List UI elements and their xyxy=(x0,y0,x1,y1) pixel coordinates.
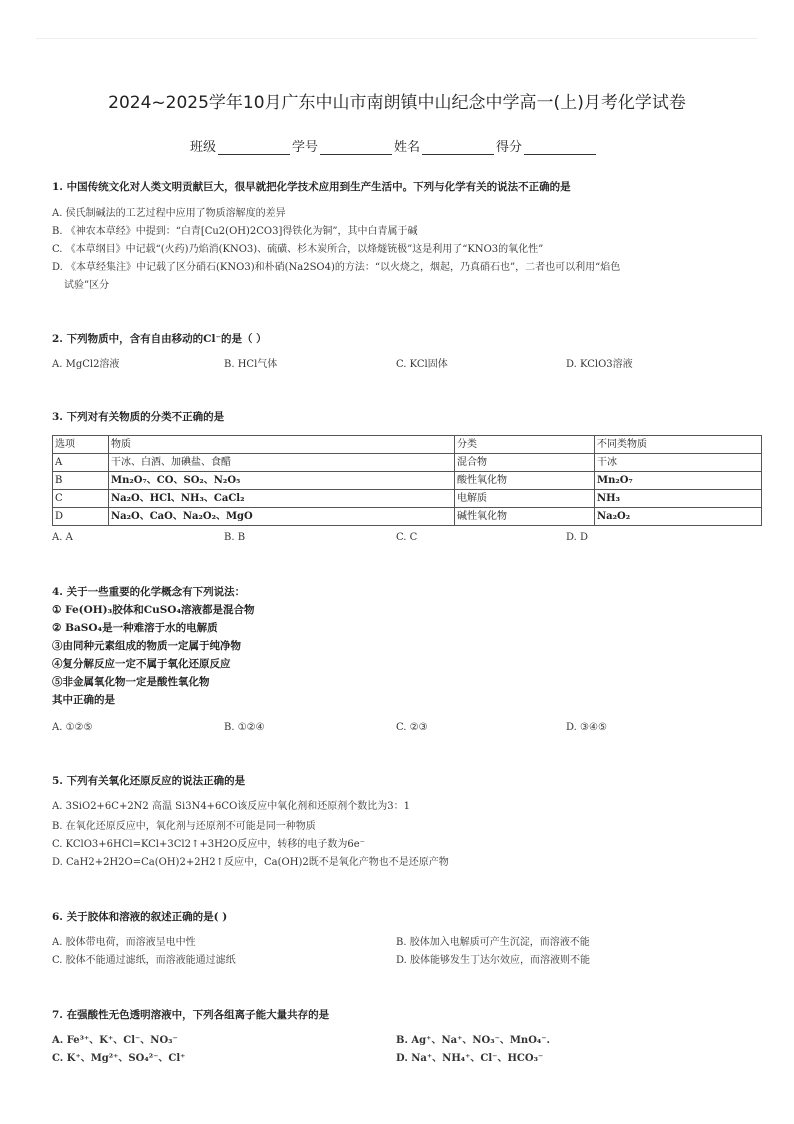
question-4-tail: 其中正确的是 xyxy=(52,694,115,706)
question-2-stem: 2. 下列物质中，含有自由移动的Cl⁻的是（ ） xyxy=(52,333,267,345)
question-5-stem: 5. 下列有关氧化还原反应的说法正确的是 xyxy=(52,775,246,787)
table-cell: 干冰 xyxy=(595,454,762,472)
question-5-option-b[interactable]: B. 在氧化还原反应中，氧化剂与还原剂不可能是同一种物质 xyxy=(52,821,316,832)
question-2-option-c[interactable]: C. KCl固体 xyxy=(396,359,448,370)
question-4-statement-4: ④复分解反应一定不属于氧化还原反应 xyxy=(52,658,231,670)
table-cell: Na₂O、CaO、Na₂O₂、MgO xyxy=(109,508,455,526)
question-1-option-c[interactable]: C. 《本草纲目》中记载“(火药)乃焰消(KNO3)、硫磺、杉木炭所合，以烽燧铳极”这是利用了“KNO3的氧化性” xyxy=(52,244,544,255)
table-cell: A xyxy=(53,454,109,472)
question-4-statement-2: ② BaSO₄是一种难溶于水的电解质 xyxy=(52,622,218,634)
classification-table xyxy=(52,435,762,526)
question-3-stem: 3. 下列对有关物质的分类不正确的是 xyxy=(52,411,225,423)
name-field[interactable] xyxy=(422,140,494,155)
score-label: 得分 xyxy=(496,140,523,155)
question-3-option-d[interactable]: D. D xyxy=(566,532,589,543)
question-6-stem: 6. 关于胶体和溶液的叙述正确的是( ) xyxy=(52,911,228,923)
score-field[interactable] xyxy=(524,140,596,155)
table-row xyxy=(53,508,762,526)
question-1-option-a[interactable]: A. 侯氏制碱法的工艺过程中应用了物质溶解度的差异 xyxy=(52,208,286,219)
question-6-option-c[interactable]: C. 胶体不能通过滤纸，而溶液能通过滤纸 xyxy=(52,955,236,966)
header-cell: 不同类物质 xyxy=(595,436,762,454)
question-2-option-a[interactable]: A. MgCl2溶液 xyxy=(52,359,120,370)
table-cell: Mn₂O₇ xyxy=(595,472,762,490)
question-3-option-a[interactable]: A. A xyxy=(52,532,73,543)
top-divider xyxy=(36,38,758,39)
table-row xyxy=(53,454,762,472)
table-cell: 酸性氧化物 xyxy=(455,472,595,490)
id-label: 学号 xyxy=(292,140,319,155)
table-cell: 电解质 xyxy=(455,490,595,508)
question-2-option-d[interactable]: D. KClO3溶液 xyxy=(566,359,633,370)
question-6-option-a[interactable]: A. 胶体带电荷，而溶液呈电中性 xyxy=(52,937,196,948)
question-7-option-d[interactable]: D. Na⁺、NH₄⁺、Cl⁻、HCO₃⁻ xyxy=(396,1053,544,1064)
question-7-stem: 7. 在强酸性无色透明溶液中，下列各组离子能大量共存的是 xyxy=(52,1009,330,1021)
question-4-option-a[interactable]: A. ①②⑤ xyxy=(52,722,93,733)
question-7-option-c[interactable]: C. K⁺、Mg²⁺、SO₄²⁻、Cl⁺ xyxy=(52,1053,186,1064)
question-1-option-d[interactable]: D. 《本草经集注》中记载了区分硝石(KNO3)和朴硝(Na2SO4)的方法：“以火烧之，烟起，乃真硝石也”，二者也可以利用“焰色 xyxy=(52,262,621,273)
table-row xyxy=(53,490,762,508)
table-cell: D xyxy=(53,508,109,526)
question-5-option-d[interactable]: D. CaH2+2H2O=Ca(OH)2+2H2↑反应中，Ca(OH)2既不是氧化产物也不是还原产物 xyxy=(52,857,449,868)
question-1-option-b[interactable]: B. 《神农本草经》中提到：“白青[Cu2(OH)2CO3]得铁化为铜”，其中白青属于碱 xyxy=(52,226,418,237)
id-field[interactable] xyxy=(320,140,392,155)
table-cell: B xyxy=(53,472,109,490)
question-6-option-d[interactable]: D. 胶体能够发生丁达尔效应，而溶液则不能 xyxy=(396,955,591,966)
student-info-row xyxy=(190,136,598,155)
page-title: 2024~2025学年10月广东中山市南朗镇中山纪念中学高一(上)月考化学试卷 xyxy=(108,93,686,113)
header-cell: 分类 xyxy=(455,436,595,454)
question-4-statement-1: ① Fe(OH)₃胶体和CuSO₄溶液都是混合物 xyxy=(52,604,255,616)
question-4-option-d[interactable]: D. ③④⑤ xyxy=(566,722,607,733)
table-cell: Na₂O、HCl、NH₃、CaCl₂ xyxy=(109,490,455,508)
table-cell: Mn₂O₇、CO、SO₂、N₂O₅ xyxy=(109,472,455,490)
question-6-option-b[interactable]: B. 胶体加入电解质可产生沉淀，而溶液不能 xyxy=(396,937,590,948)
question-4-statement-5: ⑤非金属氧化物一定是酸性氧化物 xyxy=(52,676,210,688)
header-cell: 选项 xyxy=(53,436,109,454)
question-7-option-a[interactable]: A. Fe³⁺、K⁺、Cl⁻、NO₃⁻ xyxy=(52,1035,178,1046)
table-cell: Na₂O₂ xyxy=(595,508,762,526)
question-4-stem: 4. 关于一些重要的化学概念有下列说法： xyxy=(52,586,246,598)
question-1-stem: 1. 中国传统文化对人类文明贡献巨大，很早就把化学技术应用到生产生活中。下列与化学有关的说法不正确的是 xyxy=(52,181,571,193)
table-cell: 混合物 xyxy=(455,454,595,472)
question-4-option-c[interactable]: C. ②③ xyxy=(396,722,428,733)
question-7-option-b[interactable]: B. Ag⁺、Na⁺、NO₃⁻、MnO₄⁻. xyxy=(396,1035,551,1046)
table-cell: NH₃ xyxy=(595,490,762,508)
class-field[interactable] xyxy=(218,140,290,155)
table-cell: 干冰、白酒、加碘盐、食醋 xyxy=(109,454,455,472)
table-row xyxy=(53,472,762,490)
header-cell: 物质 xyxy=(109,436,455,454)
question-5-option-c[interactable]: C. KClO3+6HCl=KCl+3Cl2↑+3H2O反应中，转移的电子数为6e⁻ xyxy=(52,839,365,850)
question-5-option-a[interactable]: A. 3SiO2+6C+2N2 高温 Si3N4+6CO该反应中氧化剂和还原剂个数比为3：1 xyxy=(52,801,410,812)
table-cell: 碱性氧化物 xyxy=(455,508,595,526)
table-cell: C xyxy=(53,490,109,508)
class-label: 班级 xyxy=(190,140,217,155)
question-1-option-d-cont: 试验”区分 xyxy=(64,280,110,291)
name-label: 姓名 xyxy=(394,140,421,155)
question-3-option-c[interactable]: C. C xyxy=(396,532,418,543)
table-header-row xyxy=(53,436,762,454)
question-4-statement-3: ③由同种元素组成的物质一定属于纯净物 xyxy=(52,640,241,652)
question-4-option-b[interactable]: B. ①②④ xyxy=(224,722,265,733)
question-3-option-b[interactable]: B. B xyxy=(224,532,246,543)
question-2-option-b[interactable]: B. HCl气体 xyxy=(224,359,278,370)
